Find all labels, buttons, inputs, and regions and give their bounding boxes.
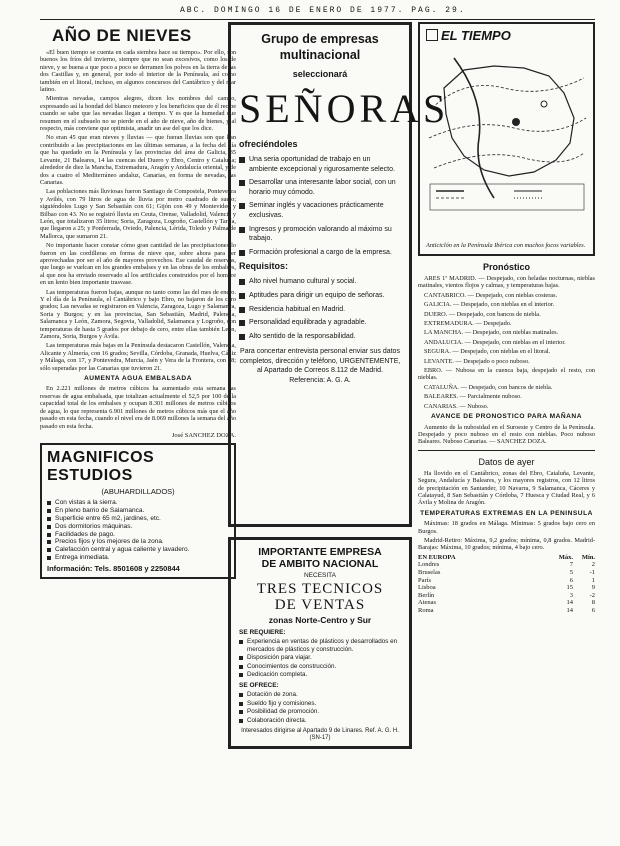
table-row <box>418 599 595 607</box>
tecnicos-req: Conocimientos de construcción. <box>239 663 401 671</box>
nieves-p7: Las temperaturas más bajas en la Península destacaron Castellón, Valencia, Alicante y Almería, con 16 grados; Sevilla, Córdoba, Granada, Huelva, Cádiz y Málaga, con 17, y Pontevedra, Murcia, Jaén y Vera de la Frontera, con 18; sólo superadas por las Canarias que tuvieron 21. <box>40 342 236 372</box>
table-row <box>418 577 595 585</box>
europe-temp-table <box>418 554 595 615</box>
max: 7 <box>569 561 573 569</box>
tecnicos-line1: IMPORTANTE EMPRESA <box>258 546 382 558</box>
tecnicos-offer: Colaboración directa. <box>239 717 401 725</box>
estudios-item: Calefacción central y agua caliente y lavadero. <box>47 546 229 554</box>
nieves-p3: No eran 45 que eran nieves y lluvias — que fueran lluvias son que han contribuido a las precipitaciones en las últimas semanas, a la fecha del día que ha quedado en la Península y las provincias del área de Galicia, 35 Levante, 21 Baleares, 14 las cuencas del Duero y Ebro, Centro y Cataluña; alrededor de diez la Mancha, Extremadura, Aragón y Andalucía oriental, y de dos a cuatro el Mediterráneo andaluz, Canarias, en forma de nevadas, las Canarias. <box>40 134 236 186</box>
nieves-p5: No importante hacer constar cómo gran cantidad de las precipitaciones lo fueron en las cordilleras en forma de nieve que, sobre ahora para ser aprovechadas por ser el año de mayores provechos. Ese caudal de reservas, que luego se vuelcan en los grandes embalses y en las obras de los embalses, al que nos ha enviado reservado al los artificiales construidos por el hombre en un lento bien importante trasvase. <box>40 242 236 287</box>
tecnicos-offer: Sueldo fijo y comisiones. <box>239 700 401 708</box>
estudios-item: Facilidades de pago. <box>47 531 229 539</box>
weather-box <box>418 22 595 256</box>
tecnicos-req: Dedicación completa. <box>239 671 401 679</box>
pronostico-list <box>418 275 595 446</box>
nieves-article <box>40 49 236 439</box>
nieves-p4: Las poblaciones más lluviosas fueron Santiago de Compostela, Pontevedra y Avilés, con 79 litros de agua de lluvia por metro cuadrado de suelo; siguiéndoles Lugo y San Sebastián con 61; Gijón con 49 y Montevideo y Bilbao con 43. No se registró lluvia en Ceuta, Orense, Valladolid, Valencia y León, que totalizaron 35 litros; Soria, Zaragoza, Logroño, Castellón y Tarifa, que llegaron a 25; y Ponferrada, Oviedo, Palencia, Lérida, Toledo y Palma de Mallorca, que sumaron 21. <box>40 188 236 240</box>
pronostico-entry: CANARIAS. — Nuboso. <box>424 402 489 410</box>
madrid-text: Madrid-Retiro: Máxima, 9,2 grados; mínima, 0,8 grados. Madrid-Barajas: Máxima, 10 grados; mínima, 4 bajo cero. <box>418 536 595 552</box>
avance-title: AVANCE DE PRONOSTICO PARA MAÑANA <box>431 413 582 421</box>
pronostico-entry: ARES 1ª MADRID. — Despejado, con heladas nocturnas, nieblas matinales, vientos flojos y calmas, y temperaturas bajas. <box>418 275 595 290</box>
pronostico-title: Pronóstico <box>482 262 530 272</box>
max: 14 <box>566 599 573 607</box>
weather-map-isobar <box>434 153 584 168</box>
nieves-signature: José SANCHEZ DOZA. <box>171 431 236 439</box>
city: Berlín <box>418 591 435 599</box>
senoras-req: Alto sentido de la responsabilidad. <box>239 332 401 342</box>
min: 1 <box>591 576 595 584</box>
column-tiempo <box>418 22 595 615</box>
tecnicos-req: Disposición para viajar. <box>239 654 401 662</box>
estudios-item: Precios fijos y los mejores de la zona. <box>47 538 229 546</box>
city: Atenas <box>418 599 437 607</box>
nieves-p1: «El buen tiempo se cuenta en cada siembra hace su tiempo». Por ello, son buenos los fríos del invierno, siempre que no sean excesivos, como los de nieve, y se buena a que poco a poco se derramen los polvos en la tierra de las dos Castillas y, en general, por todo el interior de la Península, así como también en el litoral, incluso, en algunos concursos del Cantábrico y del mar latino. <box>40 49 236 94</box>
senoras-offer-title: ofreciéndoles <box>239 139 298 149</box>
senoras-req-title: Requisitos: <box>239 261 289 272</box>
weather-title-text: EL TIEMPO <box>441 28 511 43</box>
max: 5 <box>569 568 573 576</box>
senoras-req: Aptitudes para dirigir un equipo de señoras. <box>239 291 401 301</box>
temp-title: TEMPERATURAS EXTREMAS EN LA PENINSULA <box>420 509 593 517</box>
estudios-item: Dos dormitorios máquinas. <box>47 523 229 531</box>
nieves-p2: Mientras nevadas, campos alegres, dicen los nombres del campo, expresando así la bondad del blanco meteoro y los beneficios que de él recibe cuando se sabe que las nevadas llegan a tiempo. Y es que la humedad que resumen en el subsuelo no se pierde en el año de nieve, año de bienes, y al respecto, más conviene que optimista, anadir un ase del que los dice. <box>40 95 236 133</box>
table-row <box>418 592 595 600</box>
tecnicos-req-title: SE REQUIERE: <box>239 629 286 636</box>
col-max: Máx. <box>558 553 573 561</box>
senoras-contact: Para concertar entrevista personal enviar sus datos completos, dirección y teléfono, URGENTEMENTE, al Apartado de Correos 8.112 de Madrid. Referencia: A. G. A. <box>239 348 401 384</box>
estudios-subtitle: (ABUHARDILLADOS) <box>101 487 175 497</box>
weather-map-coast <box>444 66 574 176</box>
estudios-item: Con vistas a la sierra. <box>47 499 229 507</box>
weather-title <box>426 28 511 43</box>
section-divider <box>418 450 595 451</box>
city: Lisboa <box>418 584 436 592</box>
senoras-req: Alto nivel humano cultural y social. <box>239 277 401 287</box>
tecnicos-req: Experiencia en ventas de plásticos y desarrollados en mercados de plásticos y construcción. <box>239 638 401 653</box>
ayer-title: Datos de ayer <box>478 456 535 467</box>
nieves-p8: En 2.221 millones de metros cúbicos ha aumentado esta semana las reservas de agua embalsada, que totalizan actualmente el 52,5 por 100 de la capacidad total de los embalses y ocupan 8.301 millones de metros cúbicos de agua, lo que representa 6.901 millones de metros cúbicos más que el año pasado en esta fecha, cuando el nivel era de 8.069 millones la semana del año pasado en esta fecha. <box>40 385 236 430</box>
pronostico-entry: DUERO. — Despejado, con bancos de niebla. <box>424 310 541 318</box>
pronostico-entry: SEGURA. — Despejado, con nieblas en el litoral. <box>424 348 551 356</box>
estudios-item: Superficie entre 65 m2, jardines, etc. <box>47 515 229 523</box>
header-rule <box>40 19 595 20</box>
pronostico-entry: EXTREMADURA. — Despejado. <box>424 320 512 328</box>
max: 6 <box>569 576 573 584</box>
temp-text: Máximas: 18 grados en Málaga. Mínimas: 5 grados bajo cero en Burgos. <box>418 520 595 535</box>
senoras-req: Personalidad equilibrada y agradable. <box>239 318 401 328</box>
max: 15 <box>566 584 573 592</box>
weather-map-isobar <box>432 78 584 108</box>
col-min: Mín. <box>581 553 595 561</box>
max: 14 <box>566 606 573 614</box>
max: 3 <box>569 591 573 599</box>
senoras-offer: Seminar inglés y vacaciones prácticamente exclusivas. <box>239 201 401 220</box>
city: Londres <box>418 561 440 569</box>
tecnicos-zone: zonas Norte-Centro y Sur <box>268 615 372 625</box>
tecnicos-line2: DE AMBITO NACIONAL <box>261 558 379 570</box>
pronostico-entry: BALEARES. — Parcialmente nuboso. <box>424 393 522 401</box>
column-nieves <box>40 22 236 579</box>
weather-map-high <box>512 118 520 126</box>
senoras-req: Residencia habitual en Madrid. <box>239 305 401 315</box>
estudios-item: Entrega inmediata. <box>47 554 229 562</box>
tecnicos-offer: Dotación de zona. <box>239 691 401 699</box>
min: -2 <box>589 591 595 599</box>
page-header: ABC. DOMINGO 16 DE ENERO DE 1977. PAG. 29. <box>180 6 466 15</box>
embalse-title: AUMENTA AGUA EMBALSADA <box>84 375 192 383</box>
pronostico-entry: LA MANCHA. — Despejado, con nieblas matinales. <box>424 329 559 337</box>
table-row <box>418 607 595 615</box>
senoras-offer: Una seria oportunidad de trabajo en un ambiente excepcional y rigurosamente selecto. <box>239 155 401 174</box>
senoras-line1: Grupo de empresas <box>261 32 379 46</box>
weather-map <box>424 48 590 218</box>
ayer-text: Ha llovido en el Cantábrico, zonas del Ebro, Cataluña, Levante, Segura, Andalucía y Baleares, y los mayores registros, con 12 litros de precipitación en Santander, 10 Navarra, 9 Salamanca, Cáceres y Calatayud, 8 San Sebastián y Córdoba, 7 Huesca y Ciudad Real, y 6 Ávila y Molina de Aragón. <box>418 469 595 507</box>
weather-map-center <box>541 101 547 107</box>
senoras-line3: seleccionará <box>292 69 348 79</box>
table-header-row <box>418 554 595 562</box>
senoras-offer: Desarrollar una interesante labor social, con un horario muy cómodo. <box>239 178 401 197</box>
city: París <box>418 576 431 584</box>
tecnicos-big2: DE VENTAS <box>274 597 366 613</box>
tecnicos-footer: Interesados dirigirse al Apartado 9 de Linares. Ref. A. G. H. (SN-17) <box>241 728 399 742</box>
pronostico-entry: ANDALUCIA. — Despejado, con nieblas en el interior. <box>424 338 566 346</box>
pronostico-entry: GALICIA. — Despejado, con nieblas en el interior. <box>424 301 555 309</box>
senoras-offer: Ingresos y promoción valorando al máximo su trabajo. <box>239 225 401 244</box>
estudios-ad <box>40 443 236 578</box>
europa-title: EN EUROPA <box>418 553 456 561</box>
senoras-offer: Formación profesional a cargo de la empresa. <box>239 248 401 258</box>
min: 6 <box>591 606 595 614</box>
estudios-title: MAGNIFICOS ESTUDIOS <box>47 449 155 485</box>
ayer-section <box>418 470 595 552</box>
tecnicos-offer: Posibilidad de promoción. <box>239 708 401 716</box>
pronostico-entry: CATALUÑA. — Despejado, con bancos de niebla. <box>424 383 553 391</box>
tecnicos-big1: TRES TECNICOS <box>256 581 384 597</box>
estudios-info: Información: Tels. 8501608 y 2250844 <box>47 563 180 573</box>
tecnicos-offer-title: SE OFRECE: <box>239 681 279 689</box>
table-row <box>418 584 595 592</box>
senoras-ad <box>228 22 450 527</box>
senoras-line2: multinacional <box>279 48 361 62</box>
pronostico-entry: EBRO. — Nubosa en la cuenca baja, despejado el resto, con nieblas. <box>418 367 595 382</box>
city: Roma <box>418 606 434 614</box>
min: 8 <box>591 599 595 607</box>
tecnicos-ad <box>228 537 412 749</box>
min: 9 <box>591 584 595 592</box>
table-row <box>418 569 595 577</box>
nieves-title: AÑO DE NIEVES <box>52 26 192 45</box>
weather-caption: Anticiclón en la Península Ibérica con muchos focos variables. <box>426 241 586 249</box>
weather-map-legend <box>430 184 584 210</box>
pronostico-entry: CANTABRICO. — Despejado, con nieblas costeras. <box>424 291 558 299</box>
estudios-item: En pleno barrio de Salamanca. <box>47 507 229 515</box>
weather-box-icon <box>426 29 438 41</box>
tecnicos-needs: NECESITA <box>303 572 337 579</box>
avance-text: Aumento de la nubosidad en el Suroeste y Centro de la Península. Despejado y poco nuboso en el resto con nieblas. Poco nuboso Baleares. Nuboso Canarias. — SANCHEZ DOZA. <box>418 423 595 446</box>
senoras-big: SEÑORAS <box>239 86 450 131</box>
city: Bruselas <box>418 568 441 576</box>
table-row <box>418 561 595 569</box>
pronostico-entry: LEVANTE. — Despejado o poco nuboso. <box>424 357 530 365</box>
weather-map-isobar <box>429 118 586 138</box>
nieves-p6: Las temperaturas fueron bajas, aunque no tanto como las del mes de enero. Y el día de la Península, el Cantábrico y bajo Ebro, no bajaron de los cero grados; Las nevadas se registraron en Valencia, Zaragoza, Lugo y Salamanca, Soria y Burgos; y en las provincias, San Sebastián, Madrid, Palencia, Salamanca y León, Zamora, Segovia, Valladolid, Salamanca y Logroño, con temperaturas de hasta 5 grados por debajo de cero, entre ellas también León, Zamora, Soria, Burgos y Ávila. <box>40 288 236 341</box>
min: -1 <box>589 568 595 576</box>
min: 2 <box>591 561 595 569</box>
